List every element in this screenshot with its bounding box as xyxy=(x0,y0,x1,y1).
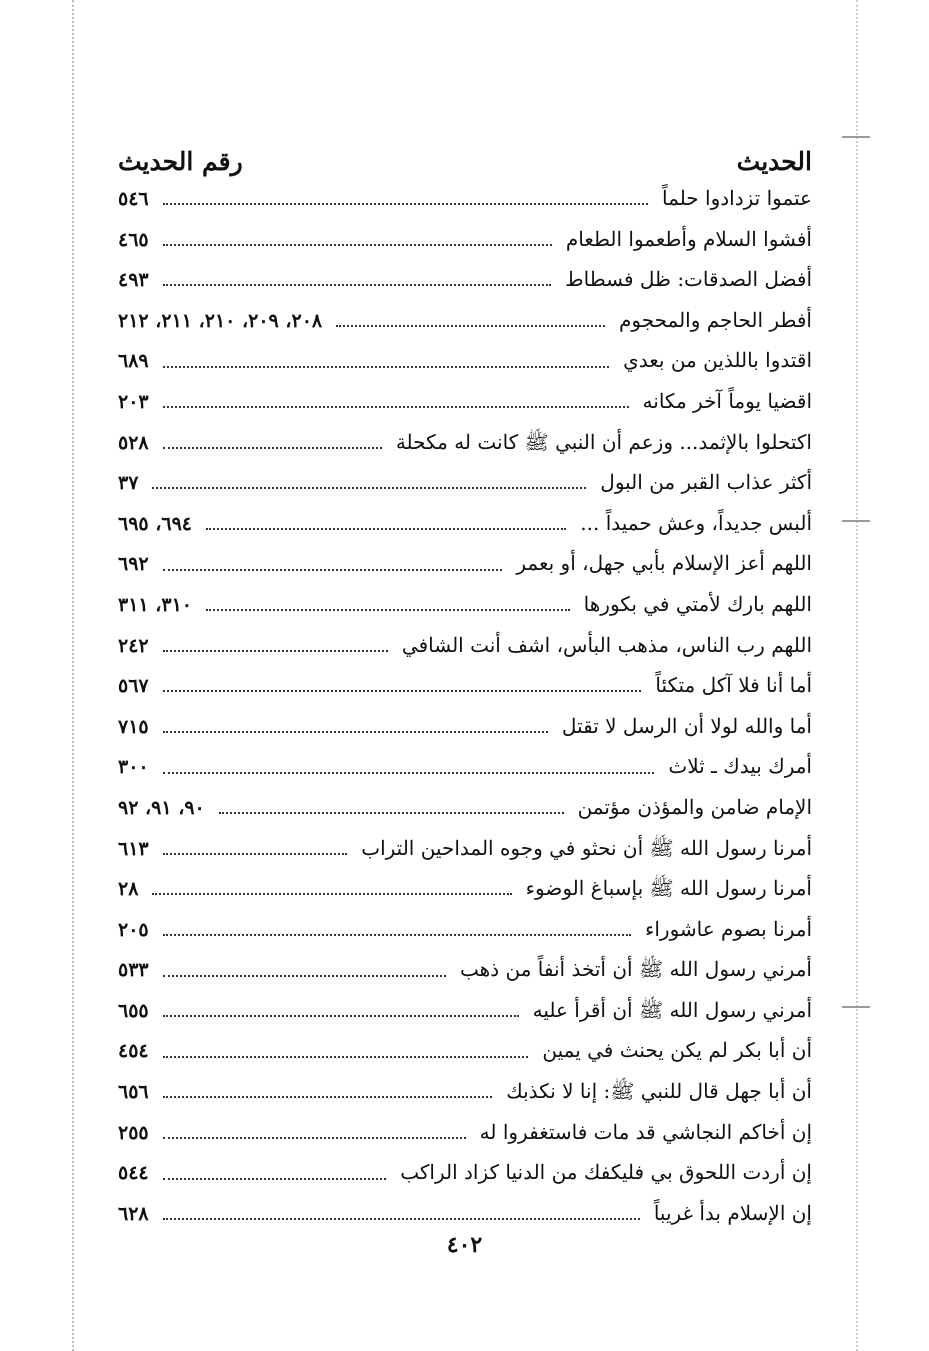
hadith-number: ٢٤٢ xyxy=(118,634,149,657)
index-entry-row xyxy=(118,828,812,869)
leader-dots xyxy=(163,203,648,205)
index-entry-row xyxy=(118,462,812,503)
hadith-number: ٢٨ xyxy=(118,878,139,901)
hadith-text: أفضل الصدقات: ظل فسطاط xyxy=(565,267,812,292)
leader-dots xyxy=(206,528,566,530)
index-entry-row xyxy=(118,990,812,1031)
index-entry-row xyxy=(118,949,812,990)
hadith-text: أفشوا السلام وأطعموا الطعام xyxy=(565,226,812,251)
hadith-number: ٦٨٩ xyxy=(118,350,149,373)
hadith-text: أفطر الحاجم والمحجوم xyxy=(618,307,812,332)
index-entry-row xyxy=(118,625,812,666)
hadith-text: إن أردت اللحوق بي فليكفك من الدنيا كزاد الراكب xyxy=(400,1160,812,1185)
hadith-column-title: الحديث xyxy=(736,147,812,176)
leader-dots xyxy=(336,325,605,327)
hadith-text: اللهم رب الناس، مذهب البأس، اشف أنت الشافي xyxy=(401,632,812,657)
leader-dots xyxy=(163,1056,529,1058)
hadith-number: ٦٩٤، ٦٩٥ xyxy=(118,512,192,535)
hadith-text: اقتدوا باللذين من بعدي xyxy=(623,348,812,373)
index-entry-row xyxy=(118,1071,812,1112)
leader-dots xyxy=(163,244,552,246)
index-entry-row xyxy=(118,665,812,706)
leader-dots xyxy=(163,1137,466,1139)
leader-dots xyxy=(163,690,642,692)
hadith-text: اكتحلوا بالإثمد... وزعم أن النبي ﷺ كانت له مكحلة xyxy=(395,429,812,454)
hadith-number: ٥٤٤ xyxy=(118,1162,149,1185)
hadith-text: اقضيا يوماً آخر مكانه xyxy=(642,388,812,413)
index-entry-row xyxy=(118,381,812,422)
index-entry-row xyxy=(118,706,812,747)
hadith-number: ٥٤٦ xyxy=(118,188,149,210)
hadith-text: اللهم أعز الإسلام بأبي جهل، أو بعمر xyxy=(516,551,812,576)
hadith-number: ٢٠٨، ٢٠٩، ٢١٠، ٢١١، ٢١٢ xyxy=(118,309,323,332)
scan-mark xyxy=(842,520,870,522)
leader-dots xyxy=(163,975,446,977)
hadith-number: ٢٥٥ xyxy=(118,1121,149,1144)
hadith-number: ٦٥٥ xyxy=(118,999,149,1022)
hadith-text: أن أبا بكر لم يكن يحنث في يمين xyxy=(542,1038,812,1063)
index-entry-row xyxy=(118,1152,812,1193)
index-entry-row xyxy=(118,1193,812,1234)
hadith-text: أمرني رسول الله ﷺ أن أقرأ عليه xyxy=(532,997,812,1022)
scan-mark xyxy=(842,136,870,138)
hadith-text: أمرك بيدك ـ ثلاث xyxy=(668,754,812,779)
hadith-number-column-title: رقم الحديث xyxy=(118,147,243,176)
hadith-text: أن أبا جهل قال للنبي ﷺ: إنا لا نكذبك xyxy=(506,1079,812,1104)
leader-dots xyxy=(163,853,348,855)
index-entry-row xyxy=(118,219,812,260)
hadith-text: إن الإسلام بدأ غريباً xyxy=(653,1200,812,1225)
hadith-number: ٤٩٣ xyxy=(118,269,149,292)
hadith-number: ٣٧ xyxy=(118,472,139,495)
hadith-text: إن أخاكم النجاشي قد مات فاستغفروا له xyxy=(479,1119,812,1144)
hadith-text: أكثر عذاب القبر من البول xyxy=(600,470,812,495)
leader-dots xyxy=(163,366,609,368)
hadith-number: ٢٠٥ xyxy=(118,918,149,941)
hadith-number: ٧١٥ xyxy=(118,715,149,738)
hadith-number: ٥٢٨ xyxy=(118,431,149,454)
scan-border-right xyxy=(856,0,858,1351)
hadith-number: ٤٥٤ xyxy=(118,1040,149,1063)
leader-dots xyxy=(206,609,570,611)
hadith-number: ٤٦٥ xyxy=(118,228,149,251)
hadith-text: الإمام ضامن والمؤذن مؤتمن xyxy=(577,794,812,819)
leader-dots xyxy=(163,731,548,733)
hadith-number: ٦١٣ xyxy=(118,837,149,860)
leader-dots xyxy=(152,487,586,489)
leader-dots xyxy=(163,447,382,449)
hadith-text: أمرنا رسول الله ﷺ بإسباغ الوضوء xyxy=(525,876,812,901)
index-entry-row xyxy=(118,340,812,381)
hadith-number: ٣١٠، ٣١١ xyxy=(118,593,192,616)
hadith-text: اللهم بارك لأمتي في بكورها xyxy=(583,591,812,616)
index-entry-row xyxy=(118,868,812,909)
index-entry-row xyxy=(118,1030,812,1071)
index-entry-row xyxy=(118,746,812,787)
hadith-number: ٩٠، ٩١، ٩٢ xyxy=(118,796,205,819)
index-entry-row xyxy=(118,178,812,219)
index-entry-row xyxy=(118,787,812,828)
index-entry-row xyxy=(118,259,812,300)
hadith-number: ٢٠٣ xyxy=(118,390,149,413)
leader-dots xyxy=(163,934,631,936)
hadith-number: ٦٢٨ xyxy=(118,1202,149,1225)
leader-dots xyxy=(163,1218,640,1220)
hadith-text: عتموا تزدادوا حلماً xyxy=(662,186,812,210)
leader-dots xyxy=(163,284,552,286)
index-entry-row xyxy=(118,422,812,463)
hadith-text: أمرنا رسول الله ﷺ أن نحثو في وجوه المداحين التراب xyxy=(361,835,812,860)
index-entry-row xyxy=(118,909,812,950)
index-entry-row xyxy=(118,300,812,341)
hadith-number: ٥٣٣ xyxy=(118,959,149,982)
index-entry-row xyxy=(118,503,812,544)
hadith-number: ٦٥٦ xyxy=(118,1081,149,1104)
leader-dots xyxy=(219,812,564,814)
index-page xyxy=(118,138,812,1233)
hadith-number: ٣٠٠ xyxy=(118,756,149,779)
leader-dots xyxy=(163,1178,387,1180)
leader-dots xyxy=(163,772,655,774)
hadith-text: أما والله لولا أن الرسل لا تقتل xyxy=(561,713,812,738)
hadith-number: ٥٦٧ xyxy=(118,675,149,698)
leader-dots xyxy=(152,893,511,895)
leader-dots xyxy=(163,1096,493,1098)
index-entries xyxy=(118,178,812,1233)
column-headers xyxy=(118,138,812,176)
leader-dots xyxy=(163,650,388,652)
scan-border-left xyxy=(72,0,74,1351)
leader-dots xyxy=(163,569,503,571)
leader-dots xyxy=(163,406,629,408)
index-entry-row xyxy=(118,543,812,584)
scan-mark xyxy=(842,1006,870,1008)
hadith-text: ألبس جديداً، وعش حميداً ... xyxy=(580,510,812,535)
leader-dots xyxy=(163,1015,519,1017)
hadith-text: أمرنا بصوم عاشوراء xyxy=(644,916,812,941)
page-number: ٤٠٢ xyxy=(446,1232,483,1258)
index-entry-row xyxy=(118,584,812,625)
hadith-text: أما أنا فلا آكل متكئاً xyxy=(655,673,812,698)
hadith-number: ٦٩٢ xyxy=(118,553,149,576)
index-entry-row xyxy=(118,1112,812,1153)
hadith-text: أمرني رسول الله ﷺ أن أتخذ أنفاً من ذهب xyxy=(460,957,812,982)
